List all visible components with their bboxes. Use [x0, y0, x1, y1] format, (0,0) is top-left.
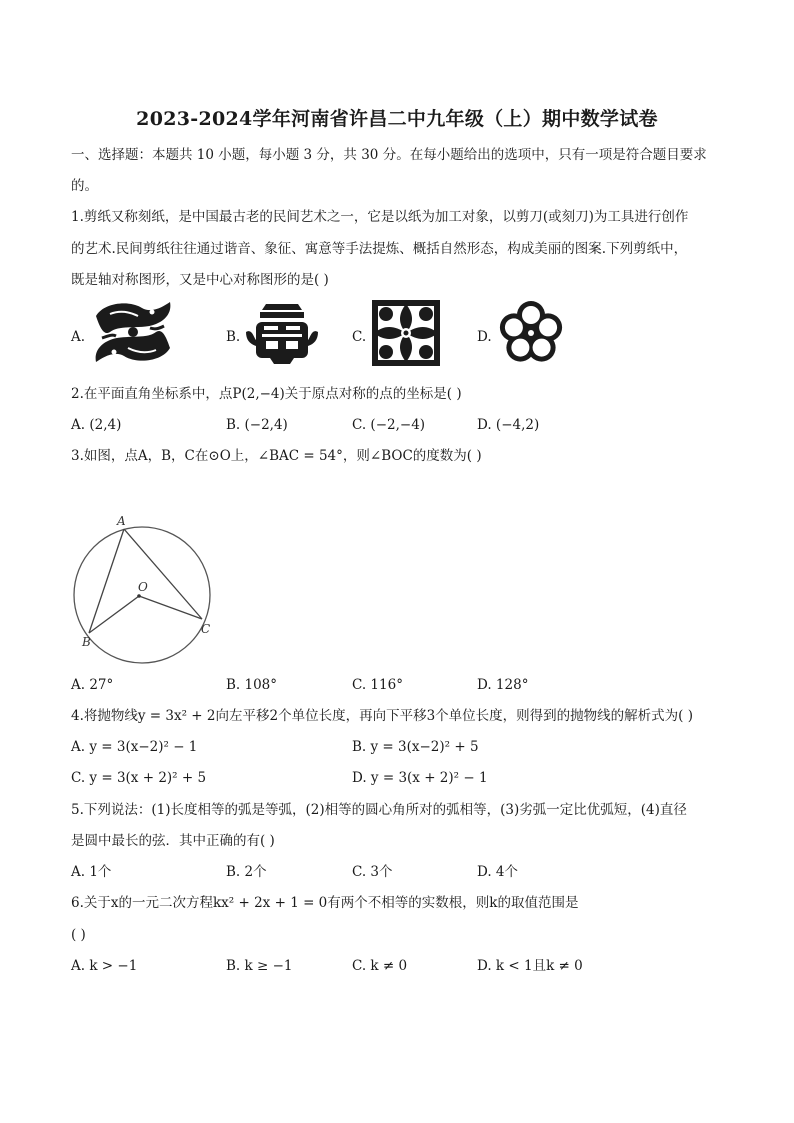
section-heading-line1: 一、选择题：本题共 10 小题，每小题 3 分，共 30 分。在每小题给出的选项中，只有一项是符合题目要求 [71, 147, 707, 163]
q1-stem-line1: 1.剪纸又称刻纸，是中国最古老的民间艺术之一，它是以纸为加工对象，以剪刀(或刻刀)为工具进行创作 [71, 209, 689, 225]
q2-option-a: A. (2,4) [71, 417, 122, 433]
q6-stem-line2: ( ) [71, 927, 86, 943]
q6-stem-line1: 6.关于x的一元二次方程kx² + 2x + 1 = 0有两个不相等的实数根，则k的取值范围是 [71, 895, 579, 911]
section-heading-line2: 的。 [71, 178, 98, 194]
q3-option-c: C. 116° [352, 677, 403, 693]
exam-title: 2023-2024学年河南省许昌二中九年级（上）期中数学试卷 [136, 108, 658, 130]
point-label-a: A [117, 514, 126, 528]
q1-option-b-label: B. [226, 329, 241, 345]
q1-stem-line2: 的艺术.民间剪纸往往通过谐音、象征、寓意等手法提炼、概括自然形态，构成美丽的图案.下列剪纸中， [71, 241, 688, 257]
q5-option-a: A. 1个 [71, 864, 112, 880]
q6-option-a: A. k > −1 [71, 958, 138, 974]
q2-option-c: C. (−2,−4) [352, 417, 426, 433]
q3-option-d: D. 128° [477, 677, 529, 693]
paper-cut-fish-image [90, 298, 176, 366]
q4-stem: 4.将抛物线y = 3x² + 2向左平移2个单位长度，再向下平移3个单位长度，则得到的抛物线的解析式为( ) [71, 708, 694, 724]
q1-option-a-label: A. [71, 329, 86, 345]
segment-ac [124, 529, 202, 619]
q5-stem-line1: 5.下列说法：(1)长度相等的弧是等弧，(2)相等的圆心角所对的弧相等，(3)劣弧一定比优弧短，(4)直径 [71, 802, 687, 818]
q4-option-c: C. y = 3(x + 2)² + 5 [71, 770, 207, 786]
q5-stem-line2: 是圆中最长的弦．其中正确的有( ) [71, 833, 275, 849]
q4-option-d: D. y = 3(x + 2)² − 1 [352, 770, 488, 786]
segment-ob [89, 596, 139, 633]
q2-stem: 2.在平面直角坐标系中，点P(2,−4)关于原点对称的点的坐标是( ) [71, 386, 462, 402]
q4-option-a: A. y = 3(x−2)² − 1 [71, 739, 198, 755]
point-label-b: B [82, 635, 91, 649]
paper-cut-double-happiness-image [244, 298, 320, 366]
center-point-o [137, 594, 141, 598]
q5-option-c: C. 3个 [352, 864, 393, 880]
circle-figure [70, 510, 220, 665]
segment-ab [89, 529, 124, 633]
q5-option-d: D. 4个 [477, 864, 519, 880]
paper-cut-square-flower-image [370, 298, 442, 368]
circle-o [74, 527, 210, 663]
q4-option-b: B. y = 3(x−2)² + 5 [352, 739, 479, 755]
point-label-o: O [138, 580, 148, 594]
q1-stem-line3: 既是轴对称图形，又是中心对称图形的是( ) [71, 272, 329, 288]
q1-option-d-label: D. [477, 329, 492, 345]
q3-option-b: B. 108° [226, 677, 278, 693]
paper-cut-five-petal-flower-image [496, 298, 566, 366]
q5-option-b: B. 2个 [226, 864, 267, 880]
point-label-c: C [201, 622, 211, 636]
q2-option-b: B. (−2,4) [226, 417, 288, 433]
q3-stem: 3.如图，点A，B，C在⊙O上，∠BAC = 54°，则∠BOC的度数为( ) [71, 448, 482, 464]
q6-option-b: B. k ≥ −1 [226, 958, 293, 974]
q3-option-a: A. 27° [71, 677, 114, 693]
q6-option-d: D. k < 1且k ≠ 0 [477, 958, 583, 974]
q1-option-c-label: C. [352, 329, 367, 345]
q2-option-d: D. (−4,2) [477, 417, 540, 433]
q6-option-c: C. k ≠ 0 [352, 958, 408, 974]
